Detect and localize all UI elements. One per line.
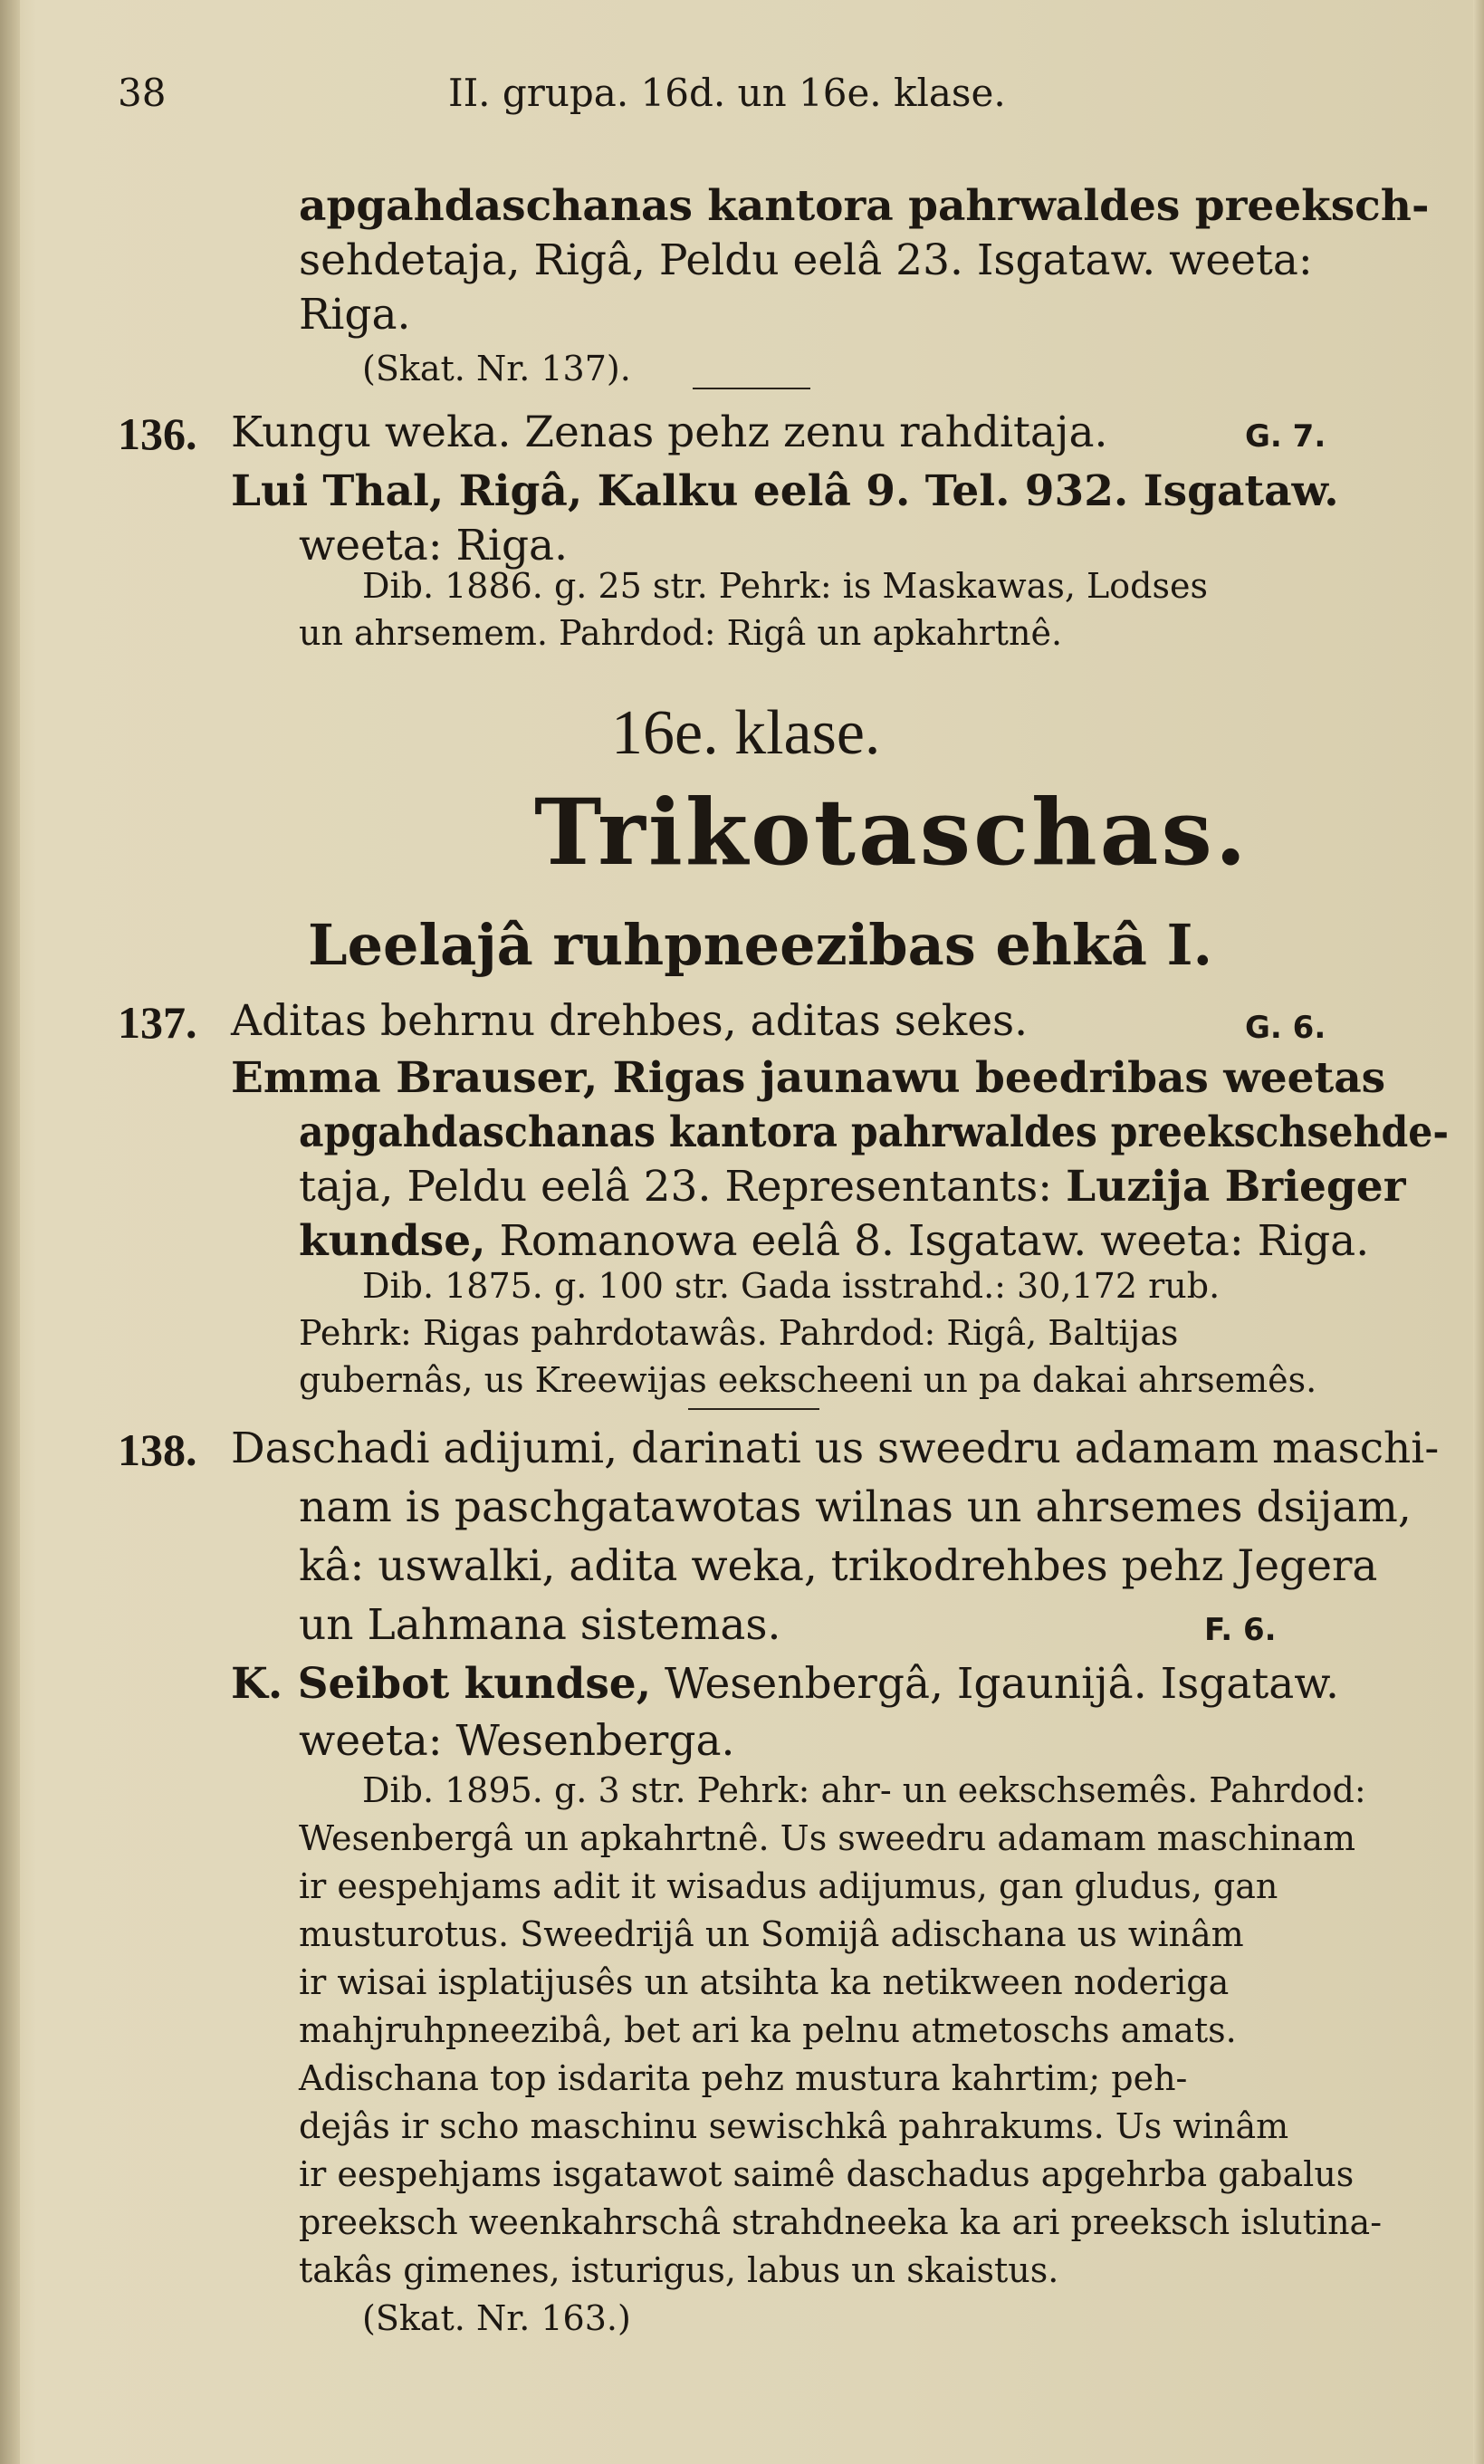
entry-136-line-1: Kungu weka. Zenas pehz zenu rahditaja. xyxy=(231,407,1108,457)
entry-138-line-6: weeta: Wesenberga. xyxy=(299,1716,735,1766)
entry-137-line-8: gubernâs, us Kreewijas eekscheeni un pa dakai ahrsemês. xyxy=(299,1360,1317,1400)
entry-137-line-2: Emma Brauser, Rigas jaunawu beedribas weetas xyxy=(231,1053,1386,1103)
entry-138-line-16: preeksch weenkahrschâ strahdneeka ka ari preeksch islutina- xyxy=(299,2202,1383,2242)
section-subtitle: Leelajâ ruhpneezibas ehkâ I. xyxy=(308,912,1213,978)
continuation-line-1: apgahdaschanas kantora pahrwaldes preeksch- xyxy=(299,181,1430,231)
entry-137-line-7: Pehrk: Rigas pahrdotawâs. Pahrdod: Rigâ, Baltijas xyxy=(299,1313,1179,1353)
entry-138-line-3: kâ: uswalki, adita weka, trikodrehbes pehz Jegera xyxy=(299,1541,1378,1591)
section-title: Trikotaschas. xyxy=(534,779,1249,886)
entry-138-line-12: mahjruhpneezibâ, bet ari ka pelnu atmetoschs amats. xyxy=(299,2010,1237,2050)
entry-138-line-4: un Lahmana sistemas. xyxy=(299,1600,781,1650)
entry-137-line-1: Aditas behrnu drehbes, aditas sekes. xyxy=(231,996,1029,1046)
entry-137-line-5 xyxy=(299,1216,1369,1266)
entry-138-line-5 xyxy=(231,1659,1339,1709)
entry-138-line-7: Dib. 1895. g. 3 str. Pehrk: ahr- un eekschsemês. Pahrdod: xyxy=(362,1770,1366,1810)
entry-separator-rule xyxy=(688,1408,819,1410)
entry-137-line-4 xyxy=(299,1162,1405,1212)
section-class-heading: 16e. klase. xyxy=(611,698,881,768)
entry-138-line-17: takâs gimenes, isturigus, labus un skaistus. xyxy=(299,2250,1059,2290)
entry-138-line-10: musturotus. Sweedrijâ un Somijâ adischana us winâm xyxy=(299,1914,1244,1954)
entry-137-representative-title: kundse, xyxy=(299,1216,486,1266)
entry-137-line-6: Dib. 1875. g. 100 str. Gada isstrahd.: 30,172 rub. xyxy=(362,1266,1221,1306)
page-gutter-shadow xyxy=(0,0,20,2464)
entry-138-line-14: dejâs ir scho maschinu sewischkâ pahrakums. Us winâm xyxy=(299,2106,1289,2146)
entry-137-group-code: G. 6. xyxy=(1245,1010,1326,1046)
entry-138-line-11: ir wisai isplatijusês un atsihta ka netikween noderiga xyxy=(299,1962,1230,2002)
entry-137-line-3: apgahdaschanas kantora pahrwaldes preekschsehde- xyxy=(299,1107,1449,1157)
entry-138-line-2: nam is paschgatawotas wilnas un ahrsemes dsijam, xyxy=(299,1482,1412,1532)
entry-137-line-5-text: Romanowa eelâ 8. Isgataw. weeta: Riga. xyxy=(499,1216,1370,1266)
continuation-line-2: sehdetaja, Rigâ, Peldu eelâ 23. Isgataw. weeta: xyxy=(299,235,1313,285)
running-head-title: II. grupa. 16d. un 16e. klase. xyxy=(448,71,1006,115)
entry-138-line-5-text: Wesenbergâ, Igaunijâ. Isgataw. xyxy=(665,1659,1339,1709)
entry-136-line-5: un ahrsemem. Pahrdod: Rigâ un apkahrtnê. xyxy=(299,613,1063,653)
entry-137-number: 137. xyxy=(118,997,197,1048)
entry-138-number: 138. xyxy=(118,1424,197,1475)
entry-138-line-8: Wesenbergâ un apkahrtnê. Us sweedru adamam maschinam xyxy=(299,1818,1356,1858)
entry-138-line-15: ir eespehjams isgatawot saimê daschadus apgehrba gabalus xyxy=(299,2154,1355,2194)
entry-138-group-code: F. 6. xyxy=(1204,1612,1277,1648)
entry-136-number: 136. xyxy=(118,408,197,459)
continuation-line-3: Riga. xyxy=(299,290,411,340)
continuation-reference: (Skat. Nr. 137). xyxy=(362,349,631,388)
entry-136-line-3: weeta: Riga. xyxy=(299,521,569,570)
entry-136-line-2: Lui Thal, Rigâ, Kalku eelâ 9. Tel. 932. Isgataw. xyxy=(231,466,1339,516)
entry-separator-rule xyxy=(693,388,810,389)
entry-138-line-9: ir eespehjams adit it wisadus adijumus, gan gludus, gan xyxy=(299,1866,1278,1906)
entry-136-group-code: G. 7. xyxy=(1245,418,1326,455)
entry-138-line-13: Adischana top isdarita pehz mustura kahrtim; peh- xyxy=(299,2058,1188,2098)
entry-138-line-1: Daschadi adijumi, darinati us sweedru adamam maschi- xyxy=(231,1424,1440,1473)
page-right-edge xyxy=(1473,0,1484,2464)
entry-138-exhibitor-name: K. Seibot kundse, xyxy=(231,1659,652,1709)
entry-138-reference: (Skat. Nr. 163.) xyxy=(362,2298,631,2338)
page-number: 38 xyxy=(118,71,167,115)
entry-137-line-4-text: taja, Peldu eelâ 23. Representants: xyxy=(299,1162,1053,1212)
entry-137-representative-name: Luzija Brieger xyxy=(1066,1162,1406,1212)
entry-136-line-4: Dib. 1886. g. 25 str. Pehrk: is Maskawas, Lodses xyxy=(362,566,1208,606)
